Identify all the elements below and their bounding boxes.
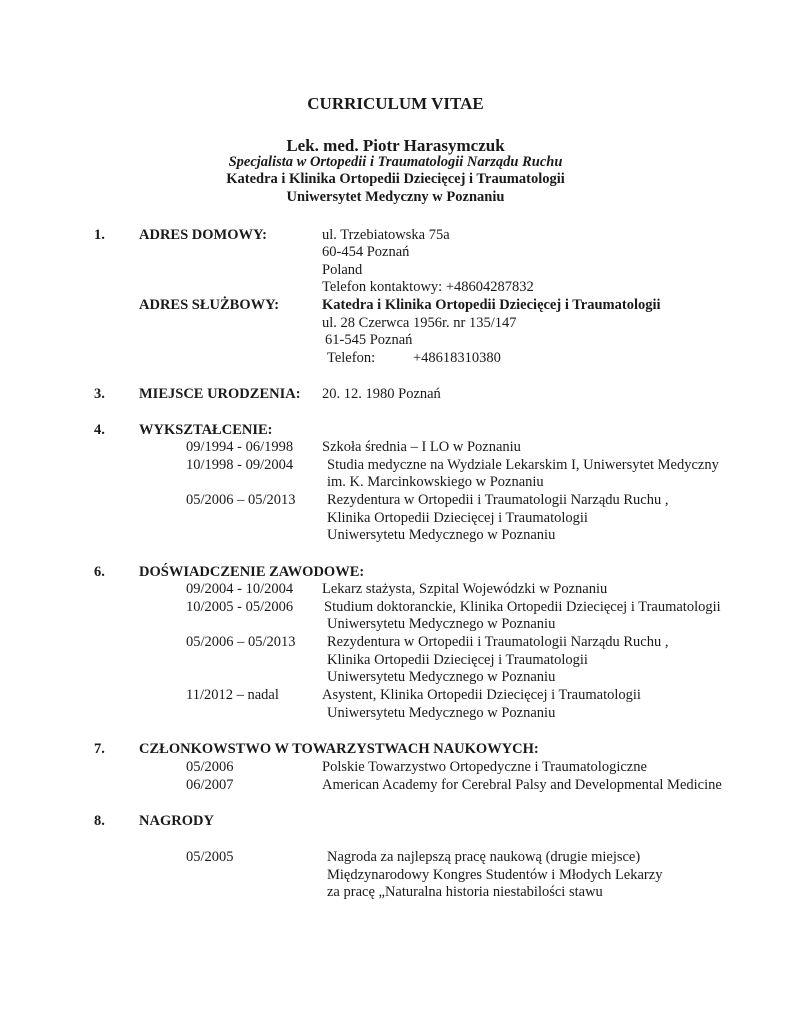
education-text: Szkoła średnia – I LO w Poznaniu	[322, 439, 521, 455]
education-date: 05/2006 – 05/2013	[186, 492, 296, 508]
home-address-line: Poland	[322, 262, 363, 278]
work-address-label: ADRES SŁUŻBOWY:	[139, 297, 280, 313]
education-label: WYKSZTAŁCENIE:	[139, 422, 273, 438]
work-address-line: 61-545 Poznań	[325, 332, 413, 348]
education-text: im. K. Marcinkowskiego w Poznaniu	[327, 474, 544, 490]
home-address-line: Telefon kontaktowy: +48604287832	[322, 279, 534, 295]
work-address-line: Katedra i Klinika Ortopedii Dziecięcej i Traumatologii	[322, 297, 661, 313]
person-name: Lek. med. Piotr Harasymczuk	[286, 136, 505, 155]
work-phone-value: +48618310380	[413, 350, 501, 366]
experience-text: Uniwersytetu Medycznego w Poznaniu	[327, 669, 556, 685]
experience-text: Studium doktoranckie, Klinika Ortopedii Dziecięcej i Traumatologii	[324, 599, 721, 615]
home-address-label: ADRES DOMOWY:	[139, 227, 267, 243]
experience-date: 05/2006 – 05/2013	[186, 634, 296, 650]
membership-text: American Academy for Cerebral Palsy and Developmental Medicine	[322, 777, 722, 793]
section-number: 6.	[94, 564, 105, 580]
experience-label: DOŚWIADCZENIE ZAWODOWE:	[139, 564, 365, 580]
home-address-line: 60-454 Poznań	[322, 244, 410, 260]
membership-date: 06/2007	[186, 777, 234, 793]
membership-date: 05/2006	[186, 759, 234, 775]
experience-text: Asystent, Klinika Ortopedii Dziecięcej i Traumatologii	[322, 687, 641, 703]
experience-date: 11/2012 – nadal	[186, 687, 279, 703]
section-number: 7.	[94, 741, 105, 757]
experience-date: 10/2005 - 05/2006	[186, 599, 294, 615]
award-text: Międzynarodowy Kongres Studentów i Młodych Lekarzy	[327, 867, 663, 883]
experience-text: Lekarz stażysta, Szpital Wojewódzki w Poznaniu	[322, 581, 608, 597]
membership-label: CZŁONKOWSTWO W TOWARZYSTWACH NAUKOWYCH:	[139, 741, 539, 757]
birthplace-value: 20. 12. 1980 Poznań	[322, 386, 441, 402]
birthplace-label: MIEJSCE URODZENIA:	[139, 386, 301, 402]
section-number: 8.	[94, 813, 105, 829]
education-text: Rezydentura w Ortopedii i Traumatologii Narządu Ruchu ,	[327, 492, 669, 508]
section-number: 3.	[94, 386, 105, 402]
education-date: 10/1998 - 09/2004	[186, 457, 294, 473]
experience-text: Uniwersytetu Medycznego w Poznaniu	[327, 705, 556, 721]
section-number: 4.	[94, 422, 105, 438]
section-number: 1.	[94, 227, 105, 243]
education-text: Uniwersytetu Medycznego w Poznaniu	[327, 527, 556, 543]
home-address-line: ul. Trzebiatowska 75a	[322, 227, 450, 243]
work-phone-label: Telefon:	[327, 350, 376, 366]
education-date: 09/1994 - 06/1998	[186, 439, 294, 455]
awards-label: NAGRODY	[139, 813, 214, 829]
membership-text: Polskie Towarzystwo Ortopedyczne i Traumatologiczne	[322, 759, 647, 775]
experience-text: Uniwersytetu Medycznego w Poznaniu	[327, 616, 556, 632]
specialty: Specjalista w Ortopedii i Traumatologii Narządu Ruchu	[228, 154, 563, 170]
experience-text: Rezydentura w Ortopedii i Traumatologii Narządu Ruchu ,	[327, 634, 669, 650]
document-title: CURRICULUM VITAE	[307, 94, 484, 113]
education-text: Studia medyczne na Wydziale Lekarskim I, Uniwersytet Medyczny	[327, 457, 719, 473]
experience-text: Klinika Ortopedii Dziecięcej i Traumatologii	[327, 652, 588, 668]
work-address-line: ul. 28 Czerwca 1956r. nr 135/147	[322, 315, 517, 331]
award-date: 05/2005	[186, 849, 234, 865]
award-text: Nagroda za najlepszą pracę naukową (drugie miejsce)	[327, 849, 641, 865]
university: Uniwersytet Medyczny w Poznaniu	[286, 189, 505, 205]
department: Katedra i Klinika Ortopedii Dziecięcej i Traumatologii	[226, 171, 565, 187]
education-text: Klinika Ortopedii Dziecięcej i Traumatologii	[327, 510, 588, 526]
award-text: za pracę „Naturalna historia niestabilości stawu	[327, 884, 603, 900]
experience-date: 09/2004 - 10/2004	[186, 581, 294, 597]
